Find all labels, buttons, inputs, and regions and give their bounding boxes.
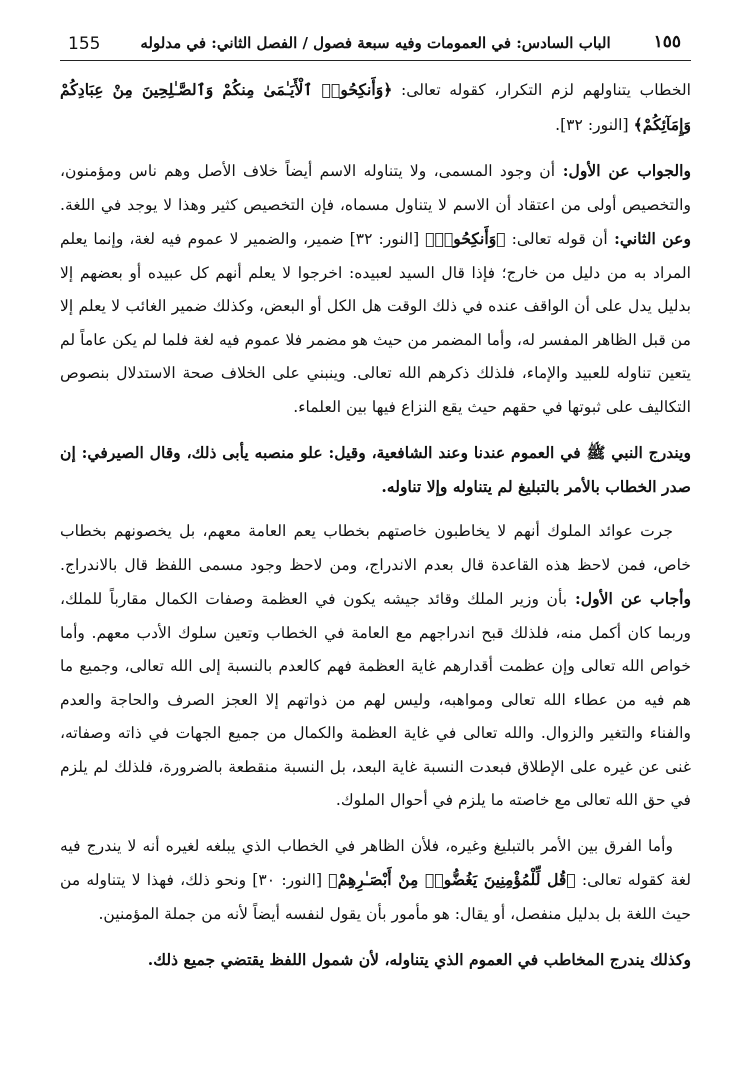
paragraph bbox=[60, 436, 691, 503]
page-header bbox=[60, 28, 691, 58]
quran-verse: ﴿وَأَنكِحُوا۟ ٱلْأَيَـٰمَىٰ مِنكُمْ وَٱلصَّـٰلِحِينَ مِنْ عِبَادِكُمْ وَإِمَآئِكُمْ﴾ bbox=[60, 80, 691, 134]
bold-text: وأجاب عن الأول: bbox=[567, 589, 691, 608]
text-run: بأن وزير الملك وقائد جيشه يكون في العظمة وصفات الكمال مقارباً للملك، وربما كان أكمل منه، فلذلك قبح اندراجهم مع العامة في الخطاب وتعين سلوك الأدب معهم. وأما خواص الله تعالى وإن عظمت أقدارهم غاية العظمة فهم كالعدم بالنسبة إلى الله تعالى، وجميع ما هم فيه من عطاء الله تعالى ومواهبه، وليس لهم من ذواتهم إلا العجز الصرف والحاجة والعدم والفناء والتغير والزوال. والله تعالى في غاية العظمة والكمال من جميع الجهات في ذاته وصفاته، غنى عن غيره على الإطلاق فبعدت النسبة غاية البعد، بل النسبة منقطعة بالضرورة، فلذلك لم يلزم في حق الله تعالى مع خاصته ما يلزم في أحوال الملوك. bbox=[60, 590, 691, 809]
page-number-latin: 155 bbox=[68, 34, 101, 54]
header-rule bbox=[60, 60, 691, 61]
bold-text: والجواب عن الأول: bbox=[555, 161, 691, 180]
text-run: وأما الفرق بين الأمر بالتبليغ وغيره، فلأن الظاهر في الخطاب الذي يبلغه لغيره أنه لا يندرج فيه لغة كقوله تعالى: bbox=[60, 836, 691, 889]
paragraph bbox=[60, 73, 691, 142]
quran-verse: ﴿وَأَنكِحُوا۟﴾ bbox=[425, 229, 506, 248]
paragraph bbox=[60, 515, 691, 818]
text-run: [النور: ٣٠] ونحو ذلك، فهذا لا يتناوله من حيث اللغة بل بدليل منفصل، أو يقال: هو مأمور بأن يقول لنفسه أيضاً لأنه من جملة المؤمنين. bbox=[60, 871, 691, 923]
text-run: أن قوله تعالى: bbox=[505, 230, 608, 248]
paragraph bbox=[60, 943, 691, 977]
page-number-arabic: ١٥٥ bbox=[653, 32, 681, 52]
text-run: [النور: ٣٢] ضمير، والضمير لا عموم فيه لغة، وإنما يعلم المراد به من دليل من خارج؛ فإذا قال السيد لعبيده: اخرجوا لا يعلم أنهم كل عبيده أو بعضهم إلا بدليل يدل على أن الواقف عنده في ذلك الوقت هل الكل أو البعض، وكذلك ضمير الغائب لا يعلم إلا من قبل الظاهر المفسر له، وأما المضمر من حيث هو مضمر فلا عموم فيه لغة فلما لم يكن عاماً لم يتعين تناوله للعبيد والإماء، فلذلك ذكرهم الله تعالى. وينبني على الخلاف صحة الاستدلال بنصوص التكاليف على ثبوتها في حقهم حيث يقع النزاع فيها بين العلماء. bbox=[60, 230, 691, 416]
paragraph bbox=[60, 154, 691, 424]
paragraph bbox=[60, 830, 691, 932]
text-run: جرت عوائد الملوك أنهم لا يخاطبون خاصتهم بخطاب يعم العامة معهم، بل يخصونهم بخطاب خاص، فمن لاحظ هذه القاعدة قال بعدم الاندراج، ومن لاحظ وجود مسمى اللفظ قال بالاندراج. bbox=[60, 522, 691, 574]
bold-text: وعن الثاني: bbox=[607, 229, 691, 248]
bold-text: ويندرج النبي ﷺ في العموم عندنا وعند الشافعية، وقيل: علو منصبه يأبى ذلك، وقال الصيرفي: إن صدر الخطاب بالأمر بالتبليغ لم يتناوله وإلا تناوله. bbox=[60, 443, 691, 496]
text-run: [النور: ٣٢]. bbox=[555, 115, 634, 134]
text-run: أن وجود المسمى، ولا يتناوله الاسم أيضاً خلاف الأصل وهم ناس ومؤمنون، والتخصيص أولى من اعتقاد أن الاسم لا يتناول مسماه، فإن التخصيص كثير وهذا لا يوجد في اللغة. bbox=[60, 162, 691, 214]
bold-text: وكذلك يندرج المخاطب في العموم الذي يتناوله، لأن شمول اللفظ يقتضي جميع ذلك. bbox=[147, 950, 691, 969]
quran-verse: ﴿قُل لِّلْمُؤْمِنِينَ يَغُضُّوا۟ مِنْ أَبْصَـٰرِهِمْ﴾ bbox=[328, 870, 576, 889]
body-text bbox=[60, 73, 691, 977]
running-title: الباب السادس: في العمومات وفيه سبعة فصول / الفصل الثاني: في مدلوله bbox=[140, 34, 611, 52]
text-run: الخطاب يتناولهم لزم التكرار، كقوله تعالى: bbox=[392, 81, 691, 99]
